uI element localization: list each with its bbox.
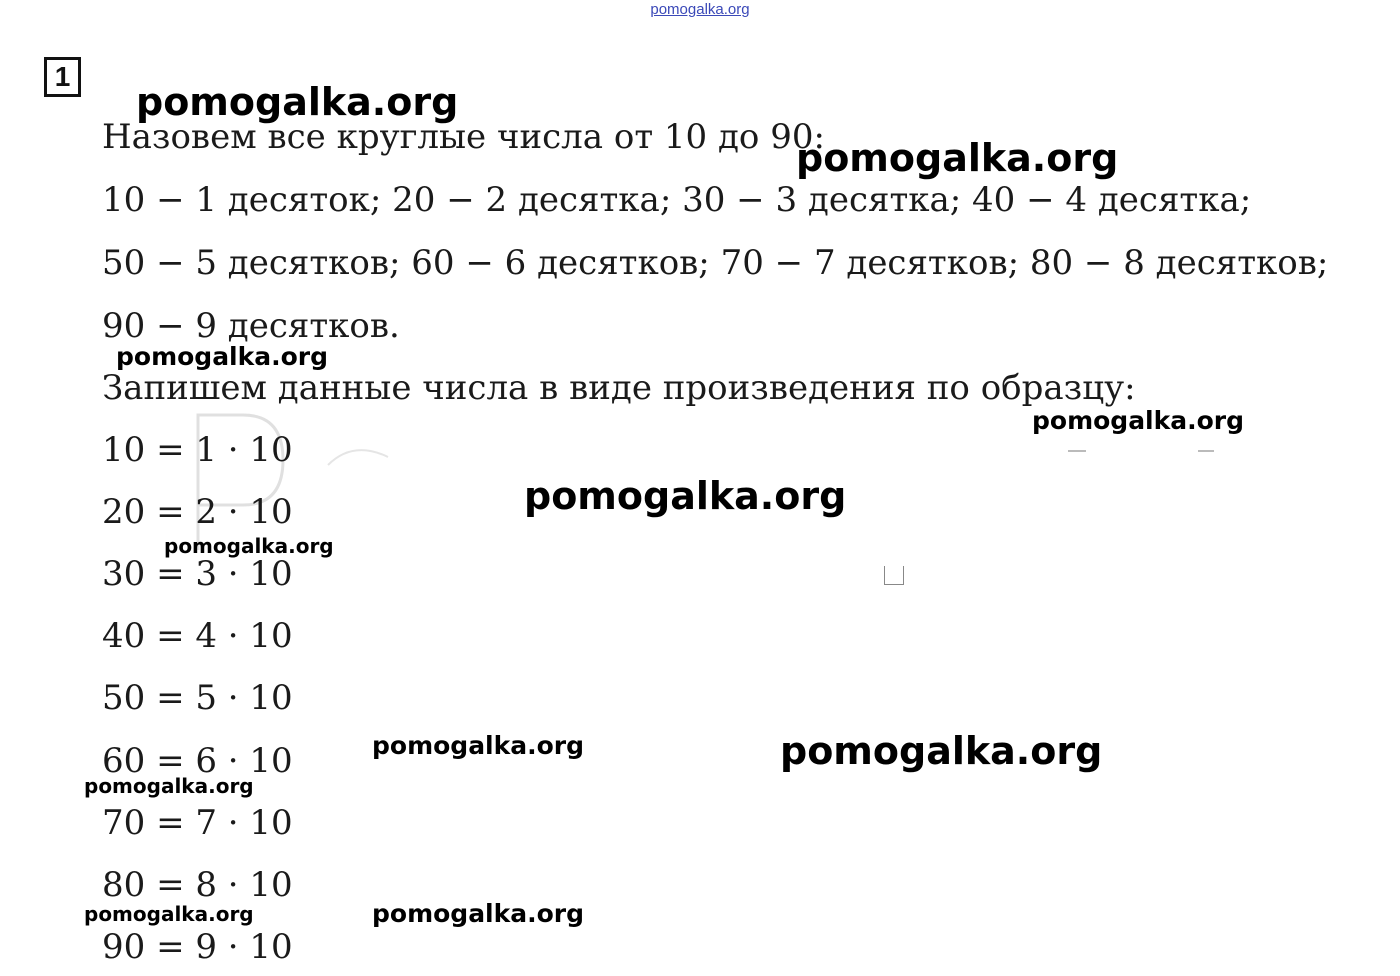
- tens-line-1: 10 − 1 десяток; 20 − 2 десятка; 30 − 3 десятка; 40 − 4 десятка;: [102, 180, 1252, 220]
- watermark: pomogalka.org: [372, 899, 585, 928]
- watermark: pomogalka.org: [372, 731, 585, 760]
- intro-text: Назовем все круглые числа от 10 до 90:: [102, 117, 825, 157]
- watermark: pomogalka.org: [780, 729, 1103, 773]
- ghost-box-fragment: [884, 566, 904, 585]
- equation-row: 50 = 5 · 10: [102, 678, 293, 718]
- instruction-text: Запишем данные числа в виде произведения по образцу:: [102, 368, 1136, 408]
- watermark: pomogalka.org: [136, 80, 459, 124]
- equation-row: 20 = 2 · 10: [102, 492, 293, 532]
- watermark: pomogalka.org: [524, 474, 847, 518]
- tens-line-2: 50 − 5 десятков; 60 − 6 десятков; 70 − 7 десятков; 80 − 8 десятков;: [102, 243, 1329, 283]
- watermark: pomogalka.org: [1032, 406, 1245, 435]
- watermark: pomogalka.org: [164, 534, 334, 558]
- equation-row: 60 = 6 · 10: [102, 741, 293, 781]
- watermark: pomogalka.org: [84, 902, 254, 926]
- watermark: pomogalka.org: [84, 774, 254, 798]
- equation-row: 40 = 4 · 10: [102, 616, 293, 656]
- watermark: pomogalka.org: [116, 342, 329, 371]
- ghost-dash: [1198, 450, 1214, 452]
- equation-row: 30 = 3 · 10: [102, 554, 293, 594]
- tens-line-3: 90 − 9 десятков.: [102, 306, 400, 346]
- equation-row: 70 = 7 · 10: [102, 803, 293, 843]
- equation-row: 80 = 8 · 10: [102, 865, 293, 905]
- ghost-logo-fragment: [188, 405, 408, 555]
- task-number-box: 1: [44, 57, 81, 97]
- site-link[interactable]: pomogalka.org: [650, 1, 750, 18]
- equation-row: 90 = 9 · 10: [102, 927, 293, 967]
- ghost-dash: [1068, 450, 1086, 452]
- watermark: pomogalka.org: [796, 136, 1119, 180]
- equation-row: 10 = 1 · 10: [102, 430, 293, 470]
